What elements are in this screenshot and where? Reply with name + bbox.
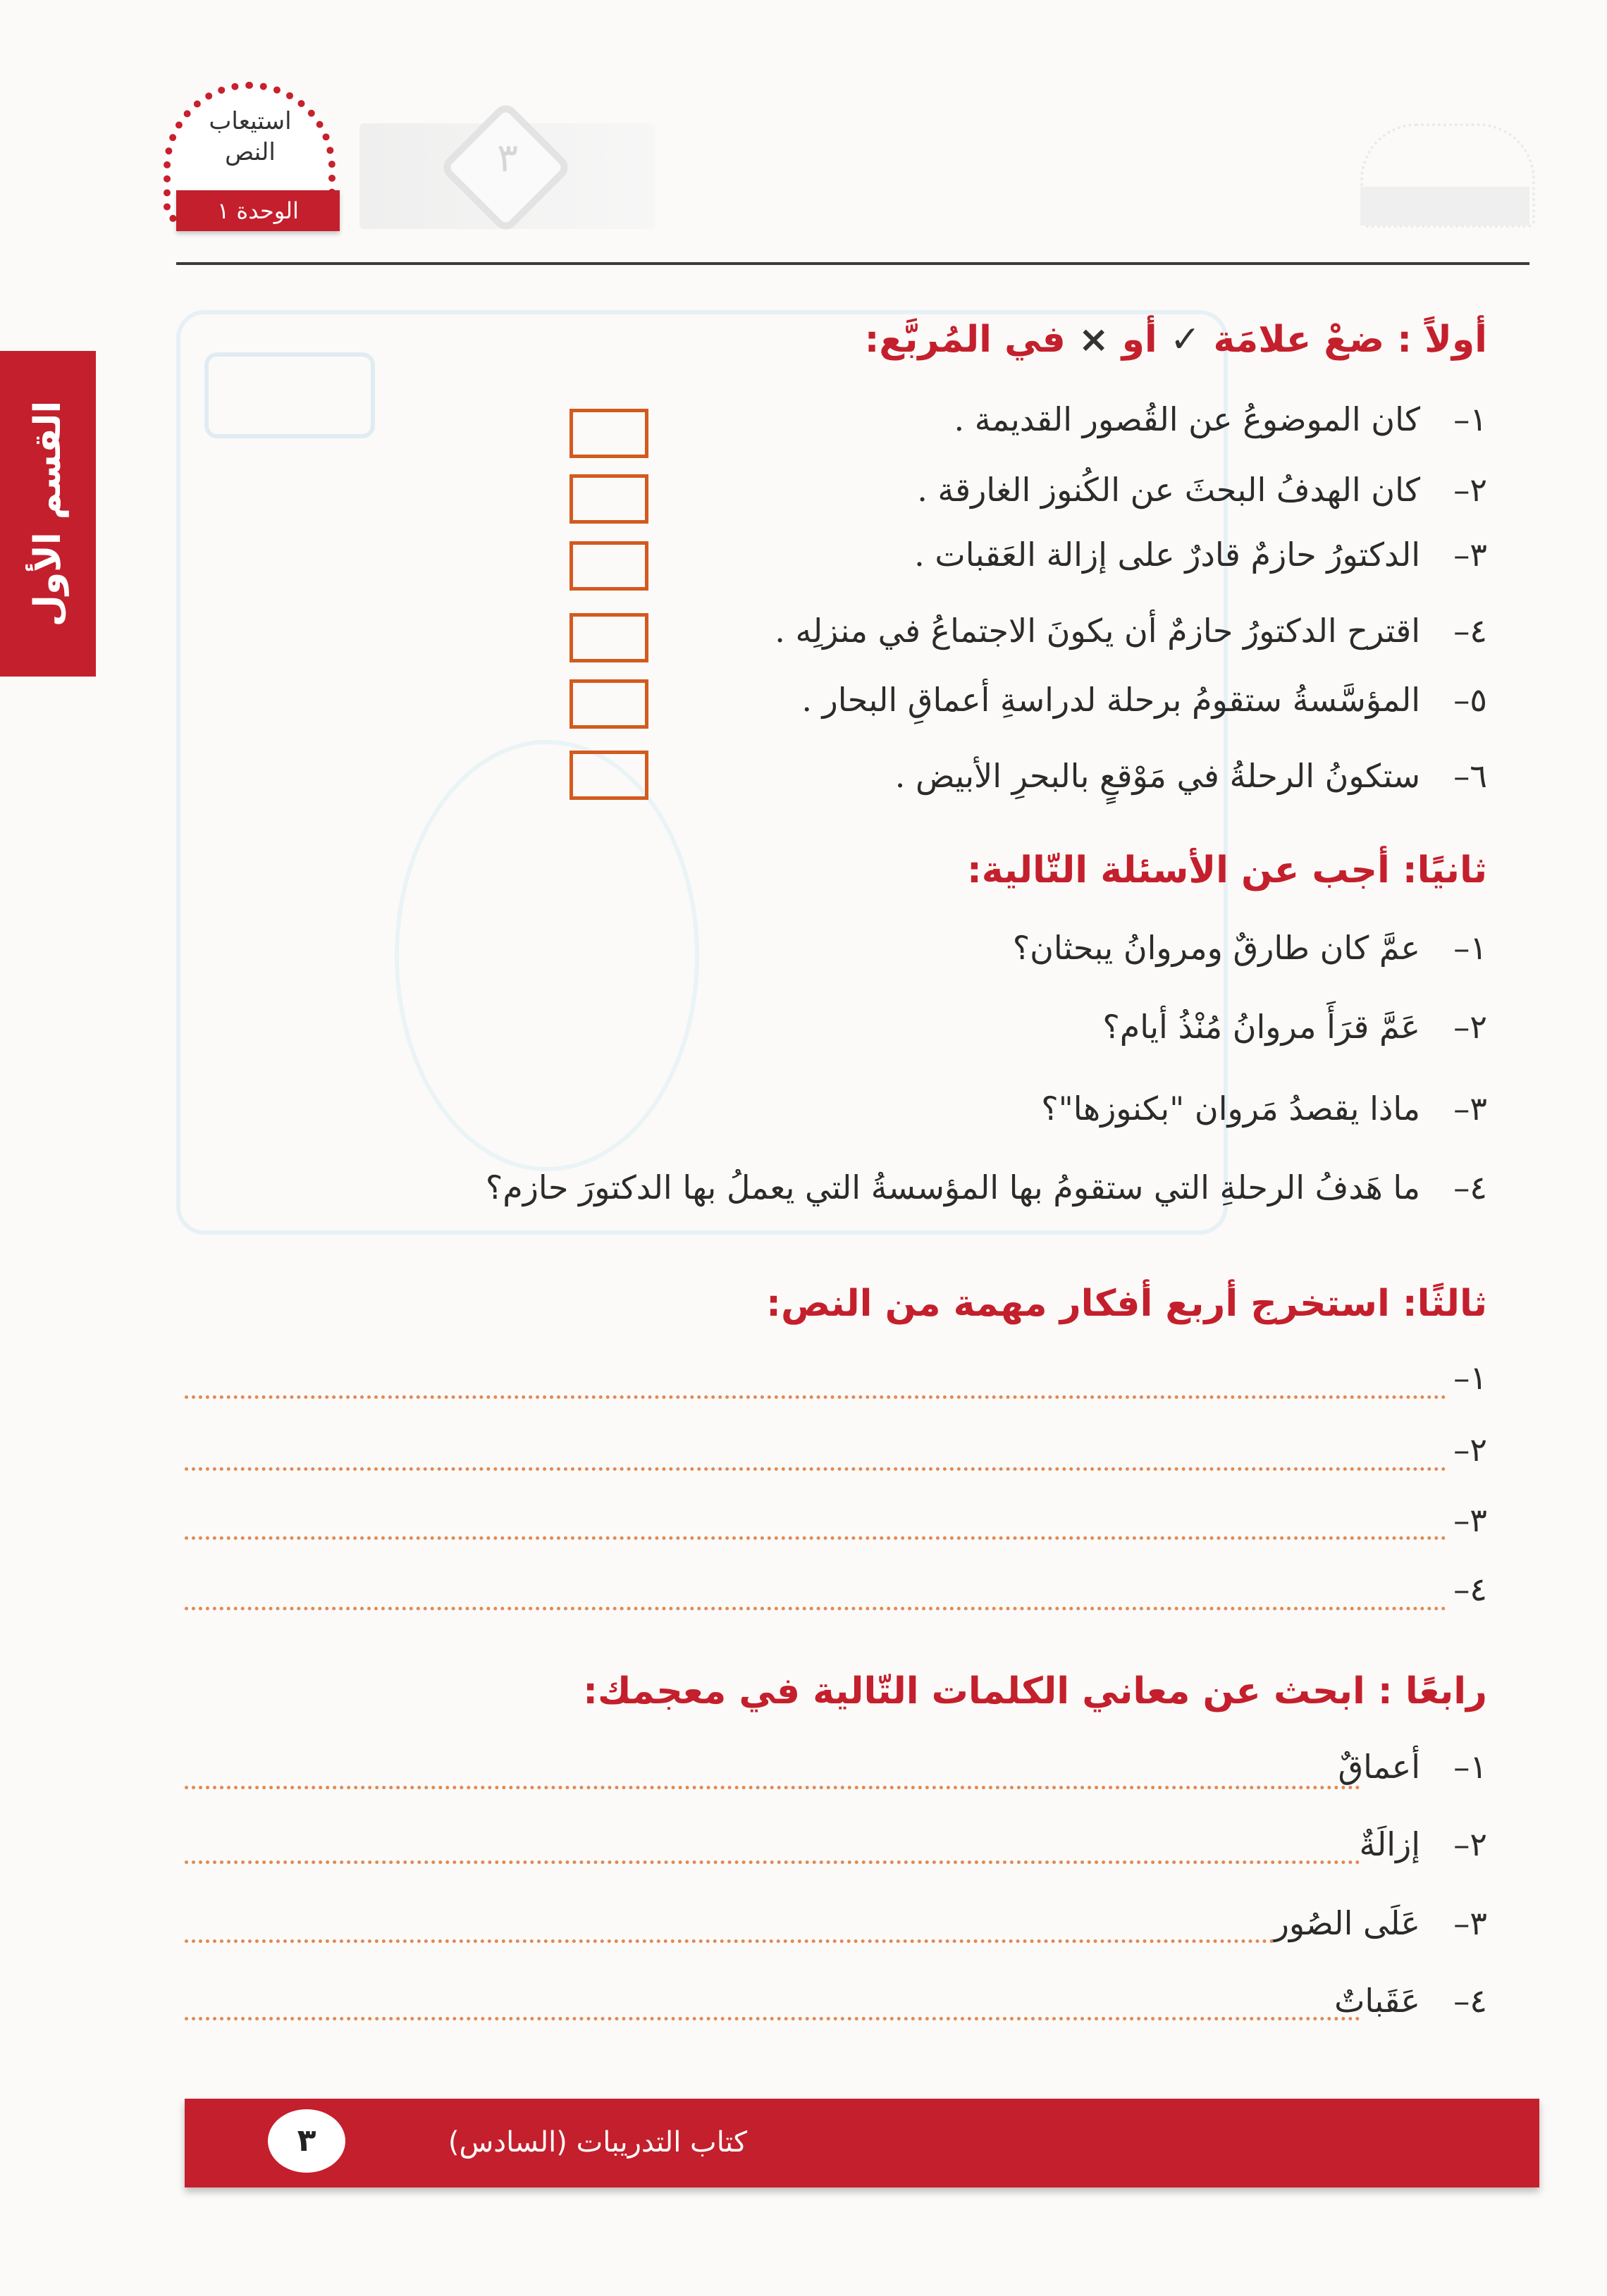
list-item: ٢–إزالَةٌ	[1359, 1825, 1487, 1863]
list-item: ٤–اقترح الدكتورُ حازمٌ أن يكونَ الاجتماعُ في منزلِه .	[775, 612, 1487, 650]
answer-checkbox[interactable]	[569, 751, 648, 800]
list-item: ٣–ماذا يقصدُ مَروان "بكنوزها"؟	[1041, 1090, 1487, 1128]
section-heading-3: ثالثًا: استخرج أربع أفكار مهمة من النص:	[766, 1283, 1487, 1325]
side-tab-label: القسم الأول	[27, 400, 69, 627]
list-item: ٤–ما هَدفُ الرحلةِ التي ستقومُ بها المؤسسةُ التي يعملُ بها الدكتورَ حازم؟	[485, 1168, 1487, 1206]
answer-line[interactable]	[185, 1395, 1446, 1399]
book-title: كتاب التدريبات (السادس)	[448, 2126, 747, 2159]
section-heading-2: ثانيًا: أجب عن الأسئلة التّالية:	[966, 849, 1487, 891]
answer-checkbox[interactable]	[569, 474, 648, 524]
list-item: ١–كان الموضوعُ عن القُصور القديمة .	[954, 400, 1487, 438]
list-item: ٣–عَلَى الصُور	[1273, 1904, 1487, 1942]
answer-line[interactable]	[185, 1467, 1446, 1471]
section-heading-4: رابعًا : ابحث عن معاني الكلمات التّالية في معجمك:	[583, 1670, 1487, 1712]
list-item: ٦–ستكونُ الرحلةُ في مَوْقعٍ بالبحرِ الأبيض .	[894, 757, 1487, 795]
background-exit-sign	[204, 352, 375, 438]
answer-line-label: ١–	[1453, 1359, 1487, 1397]
list-item: ٢–عَمَّ قرَأَ مروانُ مُنْذُ أيام؟	[1102, 1008, 1487, 1046]
answer-line-label: ٣–	[1453, 1501, 1487, 1539]
background-figure	[395, 740, 699, 1171]
header-ghost-bar	[1360, 187, 1529, 226]
check-mark-icon: ✓	[1169, 319, 1201, 361]
answer-line-label: ٢–	[1453, 1431, 1487, 1469]
list-item: ٥–المؤسَّسةُ ستقومُ برحلة لدراسةِ أعماقِ البحار .	[801, 681, 1487, 719]
list-item: ١–عمَّ كان طارقٌ ومروانُ يبحثان؟	[1012, 929, 1487, 967]
section-badge-label	[173, 106, 327, 168]
answer-checkbox[interactable]	[569, 679, 648, 729]
header-divider	[176, 262, 1529, 265]
list-item: ١–أعماقٌ	[1338, 1748, 1487, 1786]
cross-mark-icon: ×	[1078, 319, 1109, 361]
page-number: ٣	[268, 2109, 345, 2173]
list-item: ٤–عَقَباتٌ	[1334, 1982, 1487, 2020]
badge-line-1: استيعاب	[209, 107, 292, 135]
unit-label: الوحدة ١	[176, 190, 340, 231]
answer-line[interactable]	[185, 1939, 1274, 1943]
answer-checkbox[interactable]	[569, 409, 648, 458]
answer-line-label: ٤–	[1453, 1570, 1487, 1608]
answer-line[interactable]	[185, 1786, 1360, 1789]
list-item: ٣–الدكتورُ حازمٌ قادرٌ على إزالة العَقبات .	[914, 536, 1487, 574]
section-heading-1: أولاً : ضعْ علامَة ✓ أو × في المُربَّع:	[864, 319, 1487, 361]
list-item: ٢–كان الهدفُ البحثَ عن الكُنوز الغارقة .	[917, 471, 1487, 509]
answer-line[interactable]	[185, 2017, 1360, 2020]
answer-line[interactable]	[185, 1860, 1360, 1864]
badge-line-2: النص	[225, 138, 276, 166]
answer-line[interactable]	[185, 1536, 1446, 1540]
lesson-number-icon: ٣	[496, 135, 519, 181]
answer-line[interactable]	[185, 1607, 1446, 1610]
answer-checkbox[interactable]	[569, 613, 648, 662]
answer-checkbox[interactable]	[569, 541, 648, 591]
